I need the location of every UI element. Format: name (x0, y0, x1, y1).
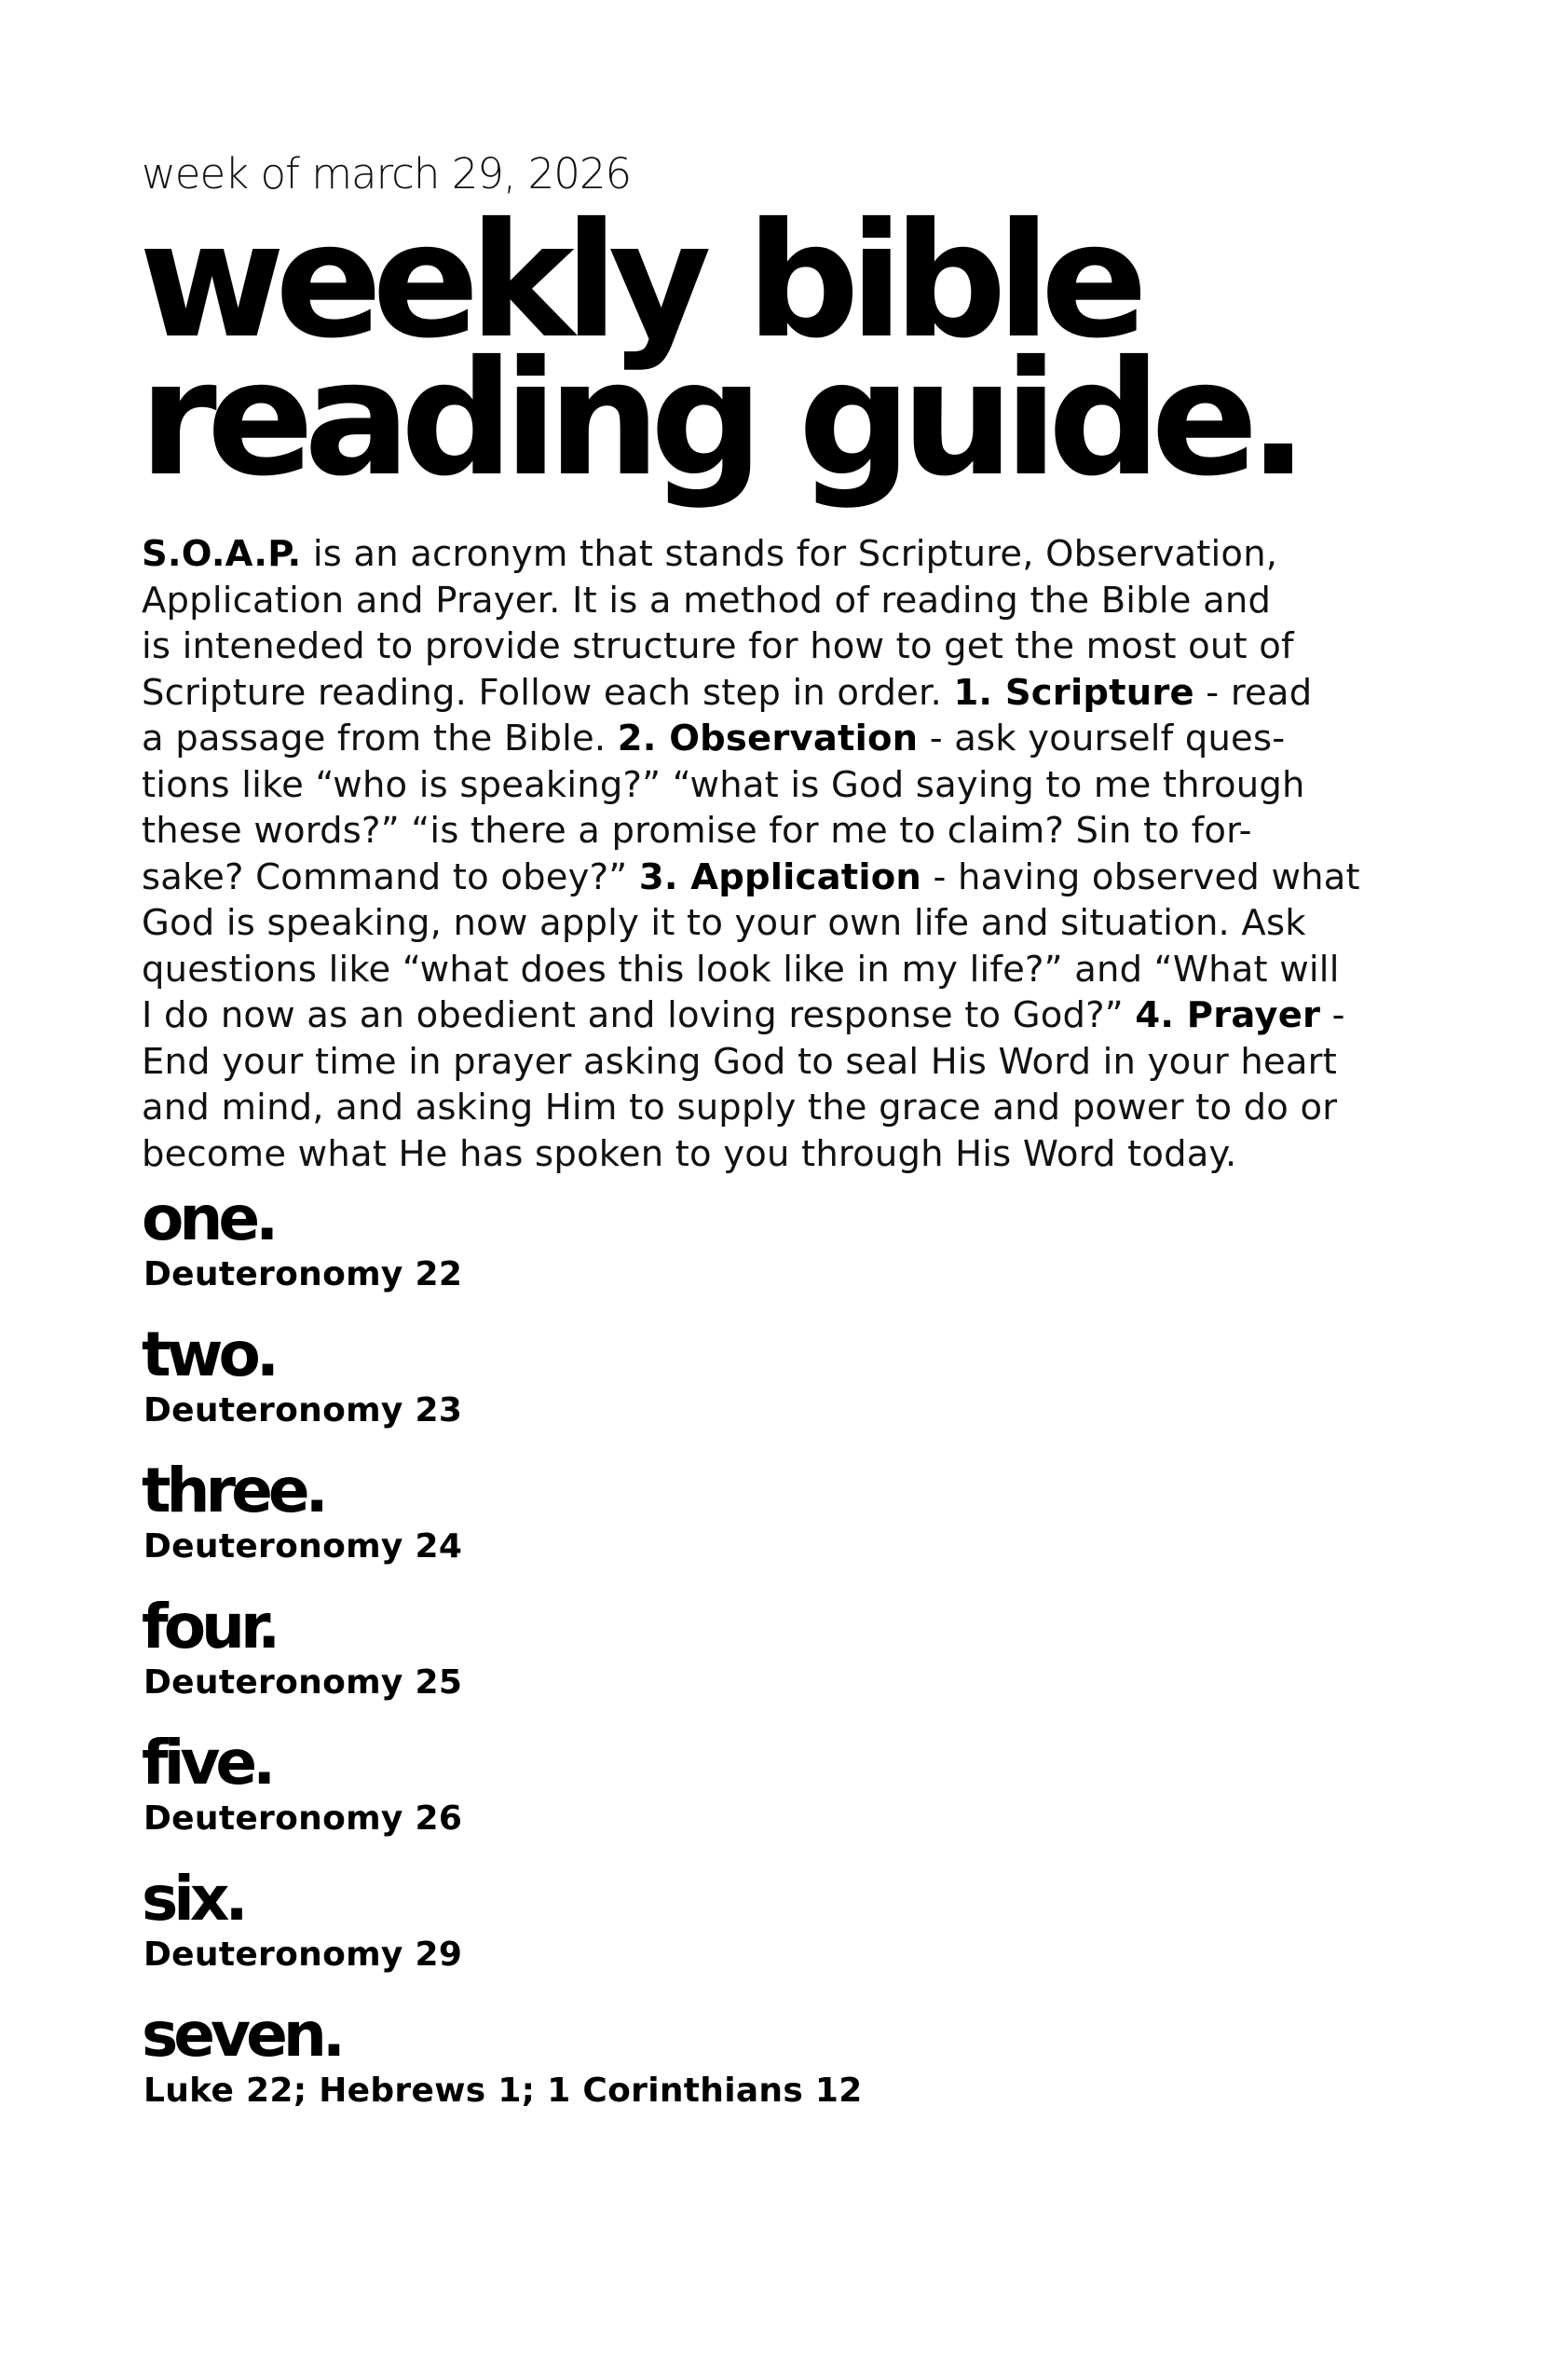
intro-line (142, 762, 1418, 809)
intro-text: Application and Prayer. It is a method of reading the Bible and (142, 579, 1272, 622)
intro-line (142, 531, 1418, 578)
day-heading: four. (142, 1591, 277, 1662)
intro-text: God is speaking, now apply it to your own life and situation. Ask (142, 902, 1306, 944)
intro-bold-term: 2. Observation (617, 718, 919, 759)
intro-text: a passage from the Bible. (142, 718, 618, 759)
intro-line (142, 716, 1418, 762)
day-entry (142, 1182, 1260, 1318)
intro-line (142, 947, 1418, 993)
intro-text: - ask yourself ques- (918, 718, 1286, 759)
intro-text: these words?” “is there a promise for me to claim? Sin to for- (142, 810, 1252, 852)
day-scripture-reference: Deuteronomy 26 (143, 1799, 463, 1838)
day-heading: seven. (142, 1999, 341, 2071)
day-entry (142, 1998, 1260, 2134)
intro-text: and mind, and asking Him to supply the grace and power to do or (142, 1087, 1338, 1128)
intro-bold-term: S.O.A.P. (142, 533, 302, 575)
intro-bold-term: 3. Application (638, 855, 922, 898)
title-line-1: weekly bible (139, 189, 1139, 374)
day-entry (142, 1590, 1260, 1726)
intro-text: is inteneded to provide structure for how to get the most out of (142, 625, 1294, 667)
intro-text: tions like “who is speaking?” “what is God saying to me through (142, 763, 1305, 806)
intro-line (142, 808, 1418, 855)
day-heading: three. (142, 1455, 324, 1526)
title-line-2: reading guide. (139, 327, 1299, 512)
day-scripture-reference: Luke 22; Hebrews 1; 1 Corinthians 12 (143, 2072, 863, 2110)
intro-line (142, 670, 1418, 717)
intro-text: Scripture reading. Follow each step in order. (142, 671, 954, 714)
day-scripture-reference: Deuteronomy 22 (143, 1255, 463, 1293)
day-entry (142, 1454, 1260, 1590)
intro-line (142, 855, 1418, 901)
intro-text: I do now as an obedient and loving response to God?” (142, 994, 1136, 1036)
day-heading: five. (142, 1727, 272, 1799)
intro-line (142, 992, 1418, 1039)
intro-text: questions like “what does this look like in my life?” and “What will (142, 948, 1340, 991)
intro-text: - read (1193, 671, 1313, 714)
week-of-date: week of march 29, 2026 (142, 149, 632, 198)
intro-text: is an acronym that stands for Scripture, Observation, (301, 533, 1278, 575)
intro-text: - having observed what (921, 855, 1360, 898)
intro-line (142, 578, 1418, 624)
day-heading: one. (142, 1183, 275, 1254)
day-entry (142, 1318, 1260, 1454)
day-scripture-reference: Deuteronomy 24 (143, 1527, 463, 1566)
day-scripture-reference: Deuteronomy 29 (143, 1935, 463, 1974)
day-heading: two. (142, 1319, 275, 1390)
intro-text: become what He has spoken to you through His Word today. (142, 1132, 1237, 1175)
day-heading: six. (142, 1863, 244, 1935)
intro-line (142, 1039, 1418, 1086)
day-entry (142, 1862, 1260, 1998)
soap-intro-paragraph (142, 531, 1418, 1177)
intro-line (142, 1131, 1418, 1178)
page-title (139, 189, 1299, 512)
intro-line (142, 900, 1418, 947)
intro-bold-term: 1. Scripture (953, 671, 1194, 714)
intro-text: sake? Command to obey?” (142, 855, 639, 898)
day-entry (142, 1726, 1260, 1862)
intro-text: End your time in prayer asking God to seal His Word in your heart (142, 1040, 1337, 1083)
intro-bold-term: 4. Prayer (1135, 994, 1321, 1036)
intro-line (142, 1085, 1418, 1131)
day-scripture-reference: Deuteronomy 25 (143, 1663, 463, 1702)
intro-text: - (1320, 994, 1345, 1036)
day-scripture-reference: Deuteronomy 23 (143, 1391, 463, 1429)
daily-readings-list (142, 1182, 1260, 2134)
intro-line (142, 623, 1418, 670)
